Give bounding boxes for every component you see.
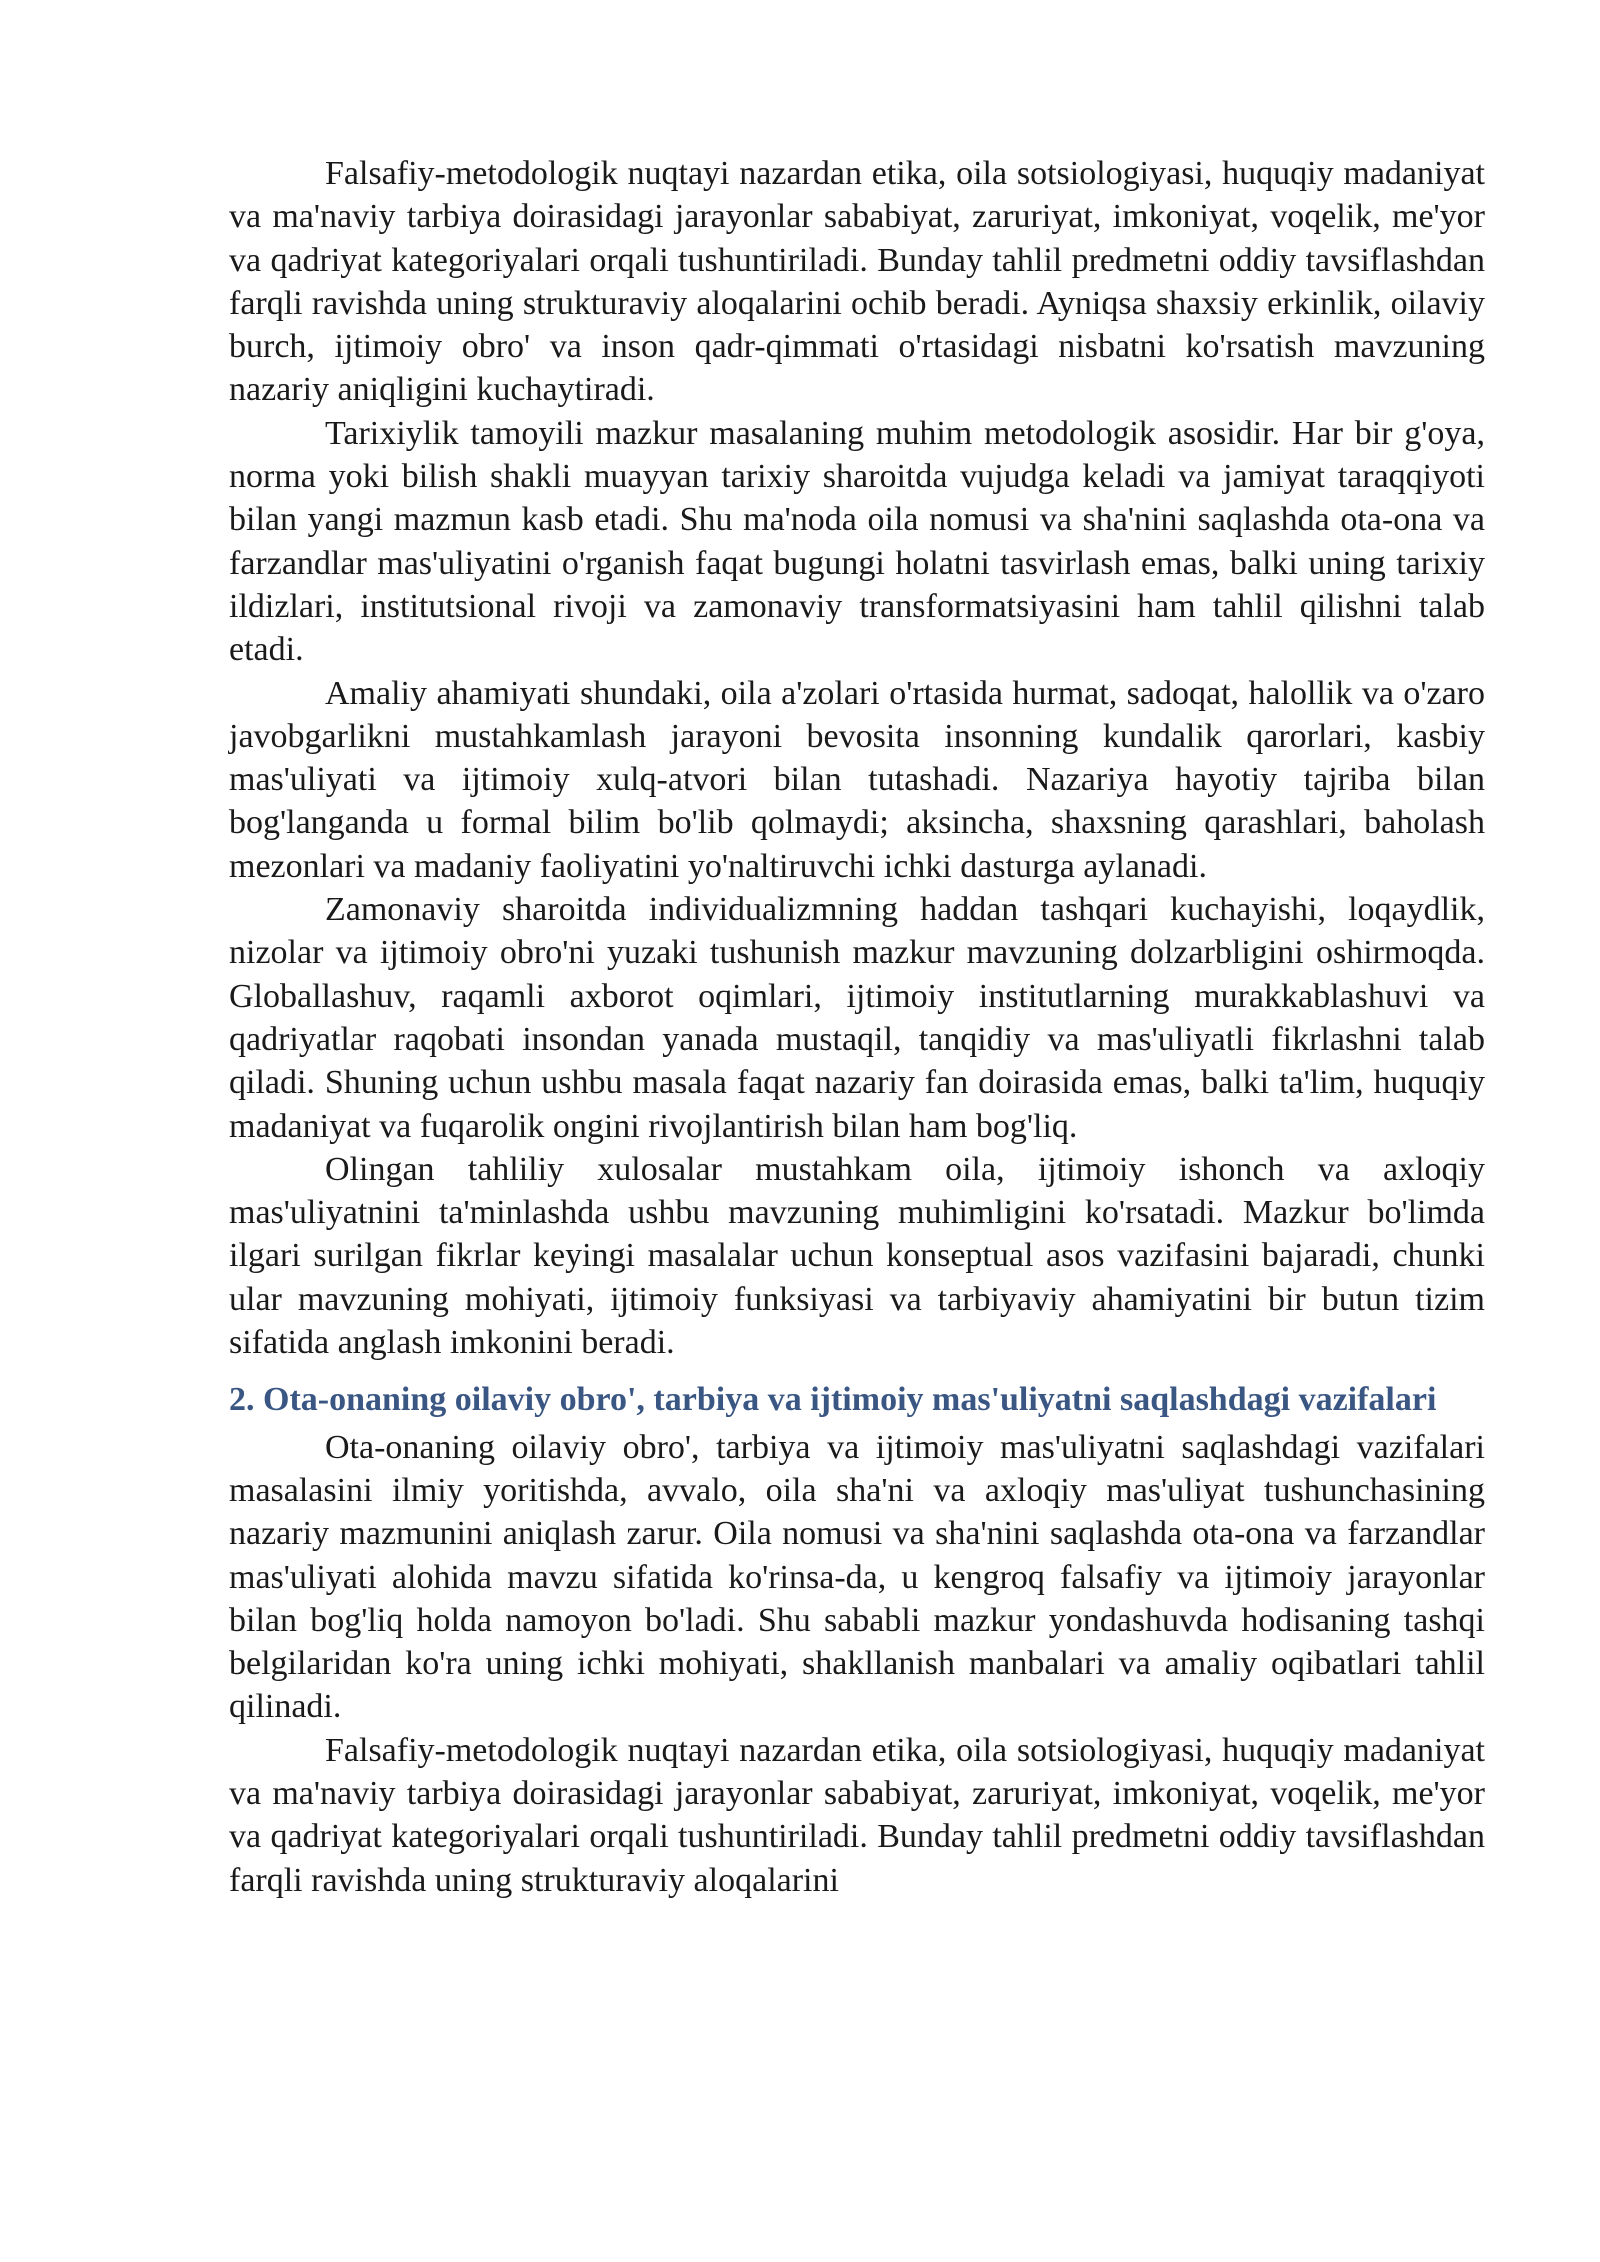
section-heading: 2. Ota-onaning oilaviy obro', tarbiya va ijtimoiy mas'uliyatni saqlashdagi vazifalari <box>229 1381 1437 1419</box>
paragraph: Falsafiy-metodologik nuqtayi nazardan etika, oila sotsiologiyasi, huquqiy madaniyat va ma'naviy tarbiya doirasidagi jarayonlar sababiyat, zaruriyat, imkoniyat, voqelik, me'yor va qadriyat kategoriyalari orqali tushuntiriladi. Bunday tahlil predmetni oddiy tavsiflashdan farqli ravishda uning strukturaviy aloqalarini <box>229 1731 1485 1899</box>
paragraph: Ota-onaning oilaviy obro', tarbiya va ijtimoiy mas'uliyatni saqlashdagi vazifalari masalasini ilmiy yoritishda, avvalo, oila sha'ni va axloqiy mas'uliyat tushunchasining nazariy mazmunini aniqlash zarur. Oila nomusi va sha'nini saqlashda ota-ona va farzandlar mas'uliyati alohida mavzu sifatida ko'rinsa-da, u kengroq falsafiy va ijtimoiy jarayonlar bilan bog'liq holda namoyon bo'ladi. Shu sababli mazkur yondashuvda hodisaning tashqi belgilaridan ko'ra uning ichki mohiyati, shakllanish manbalari va amaliy oqibatlari tahlil qilinadi. <box>229 1428 1485 1726</box>
paragraph: Amaliy ahamiyati shundaki, oila a'zolari o'rtasida hurmat, sadoqat, halollik va o'zaro javobgarlikni mustahkamlash jarayoni bevosita insonning kundalik qarorlari, kasbiy mas'uliyati va ijtimoiy xulq-atvori bilan tutashadi. Nazariya hayotiy tajriba bilan bog'langanda u formal bilim bo'lib qolmaydi; aksincha, shaxsning qarashlari, baholash mezonlari va madaniy faoliyatini yo'naltiruvchi ichki dasturga aylanadi. <box>229 674 1485 885</box>
paragraph: Tarixiylik tamoyili mazkur masalaning muhim metodologik asosidir. Har bir g'oya, norma yoki bilish shakli muayyan tarixiy sharoitda vujudga keladi va jamiyat taraqqiyoti bilan yangi mazmun kasb etadi. Shu ma'noda oila nomusi va sha'nini saqlashda ota-ona va farzandlar mas'uliyatini o'rganish faqat bugungi holatni tasvirlash emas, balki uning tarixiy ildizlari, institutsional rivoji va zamonaviy transformatsiyasini ham tahlil qilishni talab etadi. <box>229 414 1485 669</box>
paragraph: Falsafiy-metodologik nuqtayi nazardan etika, oila sotsiologiyasi, huquqiy madaniyat va ma'naviy tarbiya doirasidagi jarayonlar sababiyat, zaruriyat, imkoniyat, voqelik, me'yor va qadriyat kategoriyalari orqali tushuntiriladi. Bunday tahlil predmetni oddiy tavsiflashdan farqli ravishda uning strukturaviy aloqalarini ochib beradi. Ayniqsa shaxsiy erkinlik, oilaviy burch, ijtimoiy obro' va inson qadr-qimmati o'rtasidagi nisbatni ko'rsatish mavzuning nazariy aniqligini kuchaytiradi. <box>229 155 1485 409</box>
document-body <box>229 152 1485 1902</box>
paragraph: Olingan tahliliy xulosalar mustahkam oila, ijtimoiy ishonch va axloqiy mas'uliyatnini ta'minlashda ushbu mavzuning muhimligini ko'rsatadi. Mazkur bo'limda ilgari surilgan fikrlar keyingi masalalar uchun konseptual asos vazifasini bajaradi, chunki ular mavzuning mohiyati, ijtimoiy funksiyasi va tarbiyaviy ahamiyatini bir butun tizim sifatida anglash imkonini beradi. <box>229 1150 1485 1362</box>
paragraph: Zamonaviy sharoitda individualizmning haddan tashqari kuchayishi, loqaydlik, nizolar va ijtimoiy obro'ni yuzaki tushunish mazkur mavzuning dolzarbligini oshirmoqda. Globallashuv, raqamli axborot oqimlari, ijtimoiy institutlarning murakkablashuvi va qadriyatlar raqobati insondan yanada mustaqil, tanqidiy va mas'uliyatli fikrlashni talab qiladi. Shuning uchun ushbu masala faqat nazariy fan doirasida emas, balki ta'lim, huquqiy madaniyat va fuqarolik ongini rivojlantirish bilan ham bog'liq. <box>229 891 1485 1145</box>
